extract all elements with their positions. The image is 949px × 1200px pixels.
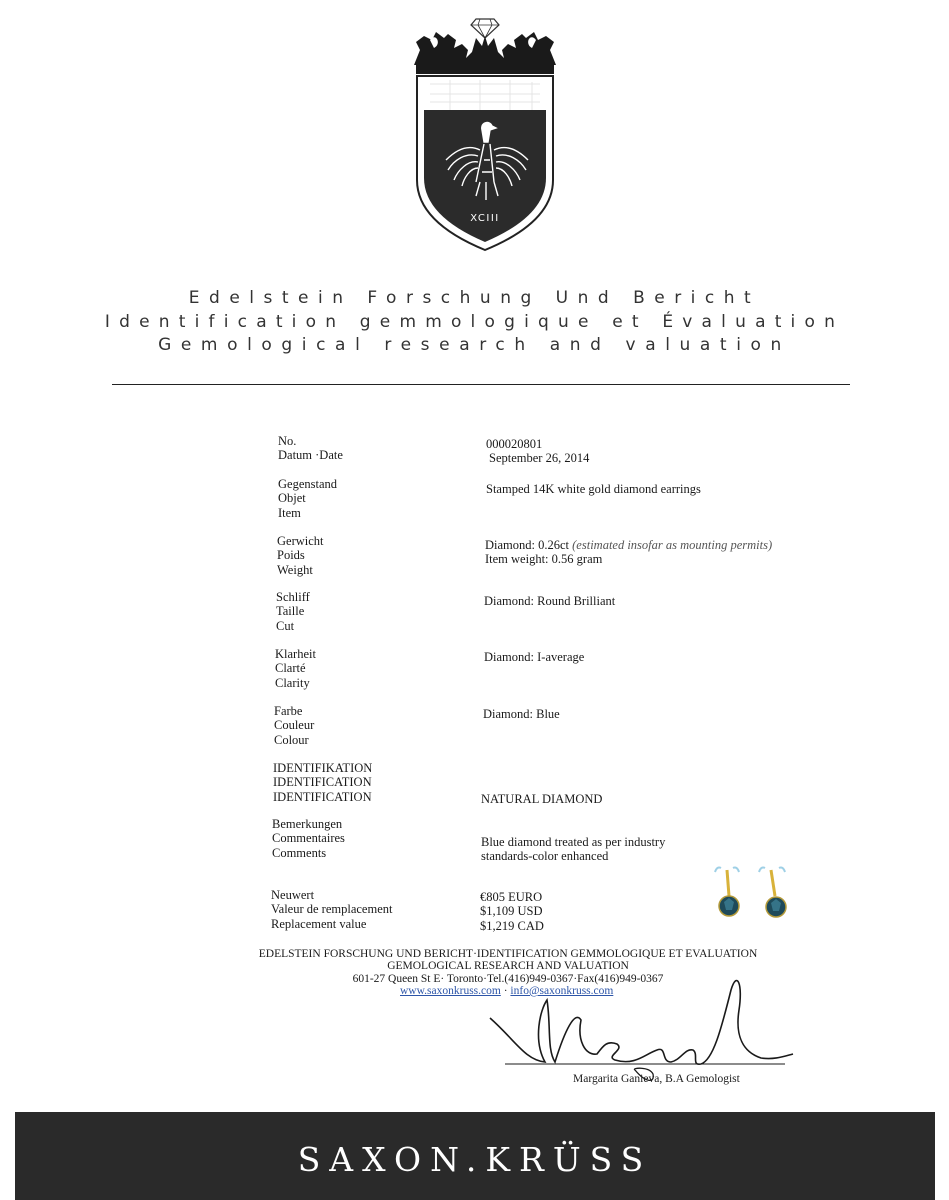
brand-band bbox=[15, 1112, 935, 1200]
heading-english: Gemological research and valuation bbox=[158, 335, 791, 355]
field-label-identification: IDENTIFIKATION IDENTIFICATION IDENTIFICATION bbox=[273, 761, 373, 804]
field-label-cut: Schliff Taille Cut bbox=[276, 590, 310, 633]
weight-note: (estimated insofar as mounting permits) bbox=[572, 538, 773, 552]
field-label-clarity: Klarheit Clarté Clarity bbox=[275, 647, 316, 690]
field-value-identification: NATURAL DIAMOND bbox=[481, 792, 603, 806]
earrings-photo bbox=[705, 862, 815, 932]
field-value-cut: Diamond: Round Brilliant bbox=[484, 594, 616, 608]
field-label-weight: Gerwicht Poids Weight bbox=[277, 534, 324, 577]
earring-right bbox=[759, 868, 786, 918]
field-value-weight: Diamond: 0.26ct (estimated insofar as mounting permits) Item weight: 0.56 gram bbox=[485, 538, 773, 567]
field-label-comments: Bemerkungen Commentaires Comments bbox=[272, 817, 345, 860]
crown-ornament bbox=[414, 32, 556, 74]
footer-tagline: GEMOLOGICAL RESEARCH AND VALUATION bbox=[387, 960, 629, 972]
field-label-colour: Farbe Couleur Colour bbox=[274, 704, 315, 747]
field-value-clarity: Diamond: I-average bbox=[484, 650, 585, 664]
brand-logo: SAXON.KRÜSS bbox=[297, 1140, 653, 1179]
field-value-comments: Blue diamond treated as per industry standards-color enhanced bbox=[481, 835, 666, 864]
email-link[interactable]: info@saxonkruss.com bbox=[510, 985, 614, 997]
crest-numeral: XCIII bbox=[470, 213, 500, 224]
crest-logo bbox=[410, 10, 560, 260]
website-link[interactable]: www.saxonkruss.com bbox=[400, 985, 501, 997]
footer-company-name: EDELSTEIN FORSCHUNG UND BERICHT·IDENTIFICATION GEMMOLOGIQUE ET EVALUATION bbox=[258, 948, 758, 960]
header-divider bbox=[112, 384, 850, 385]
field-value-replacement: €805 EURO $1,109 USD $1,219 CAD bbox=[480, 890, 544, 933]
field-label-item: Gegenstand Objet Item bbox=[278, 477, 338, 520]
signer-name: Margarita Ganieva, B.A Gemologist bbox=[573, 1073, 740, 1085]
field-value-colour: Diamond: Blue bbox=[483, 707, 560, 721]
diamond-icon bbox=[471, 19, 499, 38]
field-value-item: Stamped 14K white gold diamond earrings bbox=[486, 482, 701, 496]
footer-links: www.saxonkruss.com · info@saxonkruss.com bbox=[400, 985, 614, 997]
field-label-replacement-value: Neuwert Valeur de remplacement Replacement value bbox=[271, 888, 393, 931]
heading-german: Edelstein Forschung Und Bericht bbox=[188, 288, 761, 308]
field-label-number: No. Datum ·Date bbox=[278, 434, 343, 463]
field-value-number: 000020801 September 26, 2014 bbox=[486, 437, 590, 466]
earring-left bbox=[715, 868, 739, 917]
heading-french: Identification gemmologique et Évaluation bbox=[104, 312, 845, 332]
footer-address: 601-27 Queen St E· Toronto·Tel.(416)949-0367·Fax(416)949-0367 bbox=[352, 973, 664, 985]
